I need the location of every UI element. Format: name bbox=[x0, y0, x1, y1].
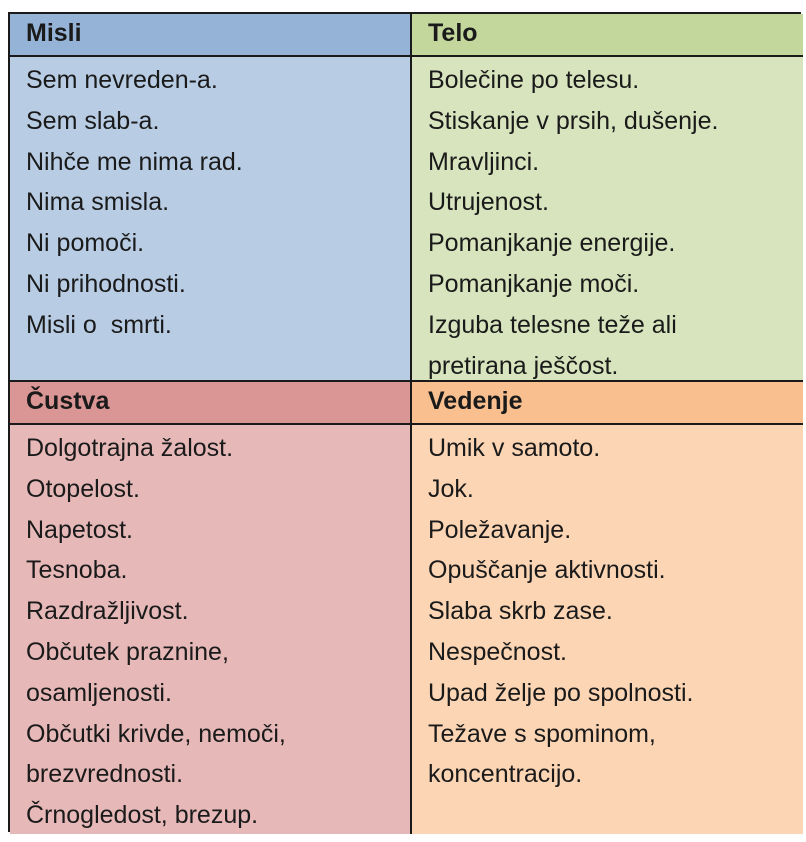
list-item: Pomanjkanje energije. bbox=[428, 229, 676, 258]
vedenje-cell bbox=[412, 425, 803, 834]
custva-title: Čustva bbox=[26, 387, 110, 415]
misli-header bbox=[10, 14, 412, 57]
custva-list bbox=[26, 428, 410, 834]
list-item: Ni pomoči. bbox=[26, 229, 145, 258]
list-item: Utrujenost. bbox=[428, 188, 549, 217]
list-item: Težave s spominom, koncentracijo. bbox=[428, 719, 656, 789]
telo-header bbox=[412, 14, 803, 57]
custva-cell bbox=[10, 425, 412, 834]
list-item: Nihče me nima rad. bbox=[26, 147, 243, 176]
list-item: Umik v samoto. bbox=[428, 434, 601, 462]
list-item: Dolgotrajna žalost. bbox=[26, 434, 234, 462]
list-item: Ni prihodnosti. bbox=[26, 269, 186, 298]
list-item: Stiskanje v prsih, dušenje. bbox=[428, 106, 719, 135]
list-item: Upad želje po spolnosti. bbox=[428, 678, 694, 707]
telo-title: Telo bbox=[428, 19, 478, 47]
list-item: Jok. bbox=[428, 474, 474, 503]
list-item: Misli o smrti. bbox=[26, 310, 172, 339]
list-item: Črnogledost, brezup. bbox=[26, 801, 259, 830]
list-item: Slaba skrb zase. bbox=[428, 597, 613, 626]
misli-list bbox=[26, 60, 410, 346]
list-item: Poležavanje. bbox=[428, 515, 572, 544]
list-item: Nespečnost. bbox=[428, 637, 567, 666]
symptoms-table bbox=[8, 12, 801, 832]
list-item: Sem nevreden-a. bbox=[26, 66, 218, 94]
list-item: Mravljinci. bbox=[428, 147, 540, 176]
list-item: Občutek praznine, osamljenosti. bbox=[26, 637, 229, 707]
misli-title: Misli bbox=[26, 19, 82, 47]
list-item: Napetost. bbox=[26, 515, 134, 544]
vedenje-header bbox=[412, 382, 803, 425]
list-item: Sem slab-a. bbox=[26, 106, 160, 135]
vedenje-title: Vedenje bbox=[428, 387, 523, 415]
list-item: Občutki krivde, nemoči, brezvrednosti. bbox=[26, 719, 286, 789]
list-item: Opuščanje aktivnosti. bbox=[428, 556, 666, 585]
list-item: Izguba telesne teže ali pretirana ješčost. bbox=[428, 310, 677, 380]
vedenje-list bbox=[428, 428, 803, 795]
list-item: Nima smisla. bbox=[26, 188, 170, 217]
list-item: Razdražljivost. bbox=[26, 597, 189, 626]
telo-cell bbox=[412, 57, 803, 382]
list-item: Bolečine po telesu. bbox=[428, 66, 640, 94]
custva-header bbox=[10, 382, 412, 425]
misli-cell bbox=[10, 57, 412, 382]
list-item: Otopelost. bbox=[26, 474, 140, 503]
list-item: Pomanjkanje moči. bbox=[428, 269, 640, 298]
list-item: Tesnoba. bbox=[26, 556, 128, 585]
telo-list bbox=[428, 60, 803, 382]
